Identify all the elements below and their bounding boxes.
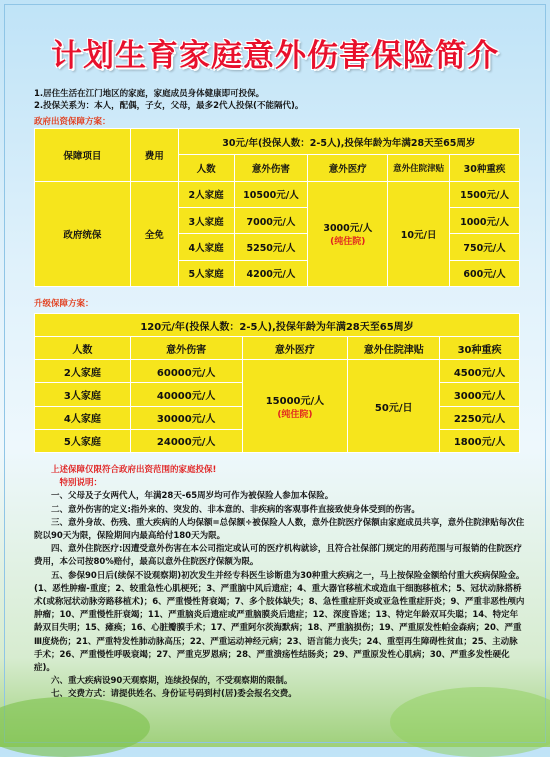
col-header-people: 人数	[35, 337, 131, 360]
table-cell: 1800元/人	[440, 429, 520, 452]
gov-plan-table	[34, 128, 520, 287]
table-cell: 2250元/人	[440, 406, 520, 429]
upgrade-plan-table	[34, 313, 520, 453]
gov-fee: 全免	[130, 181, 178, 286]
upgrade-section-label: 升级保障方案：	[34, 299, 94, 309]
page-title: 计划生育家庭意外伤害保险简介	[51, 38, 499, 74]
note-paragraph: 三、意外身故、伤残、重大疾病的人均保额=总保额÷被保险人人数，意外住院医疗保额由家庭成员共享，意外住院津贴每次住院以90天为限，保险期间内最高给付180天为限。	[34, 517, 525, 542]
col-header-medical: 意外医疗	[242, 337, 348, 360]
intro-line: 1.居住生活在江门地区的家庭，家庭成员身体健康即可投保。	[34, 89, 265, 99]
table-cell: 1000元/人	[450, 207, 520, 233]
upgrade-medical: 15000元/人	[265, 396, 325, 408]
table-cell: 40000元/人	[130, 383, 242, 406]
table-cell: 4人家庭	[178, 234, 234, 260]
table-cell: 1500元/人	[450, 181, 520, 207]
gov-medical-note: (纯住院)	[330, 237, 366, 248]
col-header-injury: 意外伤害	[234, 155, 308, 181]
table-cell: 3人家庭	[178, 207, 234, 233]
table-cell: 5250元/人	[234, 234, 308, 260]
note-paragraph: 五、参保90日后(续保不设观察期)初次发生并经专科医生诊断患为30种重大疾病之一，马上按保险金额给付重大疾病保险金。(1、恶性肿瘤-重度；2、较重急性心肌梗死；3、严重脑中风后遗症；4、重大器官移植术或造血干细胞移植术；5、冠状动脉搭桥术(或称冠状动脉旁路移植术)；6、严重慢性肾衰竭；7、多个肢体缺失；8、急性重症肝炎或亚急性重症肝炎；9、严重非恶性颅内肿瘤；10、严重慢性肝衰竭；11、严重脑炎后遗症或严重脑膜炎后遗症；12、深度昏迷；13、特定年龄双耳失聪；14、特定年龄双目失明；15、瘫痪；16、心脏瓣膜手术；17、严重阿尔茨海默病；18、严重脑损伤；19、严重原发性帕金森病；20、严重Ⅲ度烧伤；21、严重特发性肺动脉高压；22、严重运动神经元病；23、语言能力丧失；24、重型再生障碍性贫血；25、主动脉手术；26、严重慢性呼吸衰竭；27、严重克罗恩病；28、严重溃疡性结肠炎；29、严重原发性心肌病；30、严重多发性硬化症)。	[34, 570, 525, 674]
table-cell: 4500元/人	[440, 360, 520, 383]
gov-hospital: 10元/日	[388, 181, 450, 286]
note-paragraph: 一、父母及子女两代人，年满28天-65周岁均可作为被保险人参加本保险。	[51, 491, 334, 502]
col-header-injury: 意外伤害	[130, 337, 242, 360]
table-cell: 3000元/人	[440, 383, 520, 406]
col-header-hospital: 意外住院津贴	[348, 337, 440, 360]
col-header-people: 人数	[178, 155, 234, 181]
table-cell: 10500元/人	[234, 181, 308, 207]
table-cell: 4200元/人	[234, 260, 308, 286]
note-paragraph: 六、重大疾病设90天观察期，连续投保的，不受观察期的限制。	[51, 676, 293, 687]
note-paragraph: 七、交费方式：请提供姓名、身份证号码到村(居)委会报名交费。	[51, 689, 297, 700]
gov-item: 政府统保	[35, 181, 131, 286]
col-header-disease: 30种重疾	[440, 337, 520, 360]
table-cell: 3人家庭	[35, 383, 131, 406]
table-cell: 5人家庭	[35, 429, 131, 452]
gov-summary: 30元/年(投保人数：2-5人),投保年龄为年满28天至65周岁	[178, 129, 519, 155]
upgrade-medical-cell	[242, 360, 348, 453]
table-cell: 750元/人	[450, 234, 520, 260]
table-cell: 4人家庭	[35, 406, 131, 429]
table-cell: 24000元/人	[130, 429, 242, 452]
upgrade-summary: 120元/年(投保人数：2-5人),投保年龄为年满28天至65周岁	[35, 314, 520, 337]
table-cell: 7000元/人	[234, 207, 308, 233]
header-fee: 费用	[130, 129, 178, 182]
notes	[34, 464, 526, 702]
note-paragraph: 四、意外住院医疗:因遭受意外伤害在本公司指定或认可的医疗机构就诊，且符合社保部门规定的用药范围与可报销的住院医疗费用，本公司按80%赔付，最高以意外住院医疗保额为限。	[34, 544, 522, 568]
col-header-hospital: 意外住院津贴	[388, 155, 450, 181]
intro-line: 2.投保关系为：本人，配偶，子女，父母，最多2代人投保(不能隔代)。	[34, 101, 304, 111]
grass-decoration	[0, 697, 150, 757]
gov-medical-cell	[308, 181, 388, 286]
note-paragraph: 二、意外伤害的定义:指外来的、突发的、非本意的、非疾病的客观事件直接致使身体受到的伤害。	[51, 504, 420, 515]
intro	[34, 88, 303, 112]
table-cell: 2人家庭	[35, 360, 131, 383]
notes-special-heading: 特别说明：	[59, 478, 103, 489]
table-cell: 600元/人	[450, 260, 520, 286]
header-item: 保障项目	[35, 129, 131, 182]
col-header-medical: 意外医疗	[308, 155, 388, 181]
upgrade-medical-note: (纯住院)	[277, 410, 313, 421]
table-cell: 2人家庭	[178, 181, 234, 207]
col-header-disease: 30种重疾	[450, 155, 520, 181]
table-cell: 5人家庭	[178, 260, 234, 286]
notes-limit: 上述保障仅限符合政府出资范围的家庭投保!	[51, 465, 217, 475]
gov-section-label: 政府出资保障方案：	[34, 117, 111, 127]
table-cell: 60000元/人	[130, 360, 242, 383]
upgrade-hospital: 50元/日	[348, 360, 440, 453]
gov-medical: 3000元/人	[323, 223, 373, 235]
table-cell: 30000元/人	[130, 406, 242, 429]
